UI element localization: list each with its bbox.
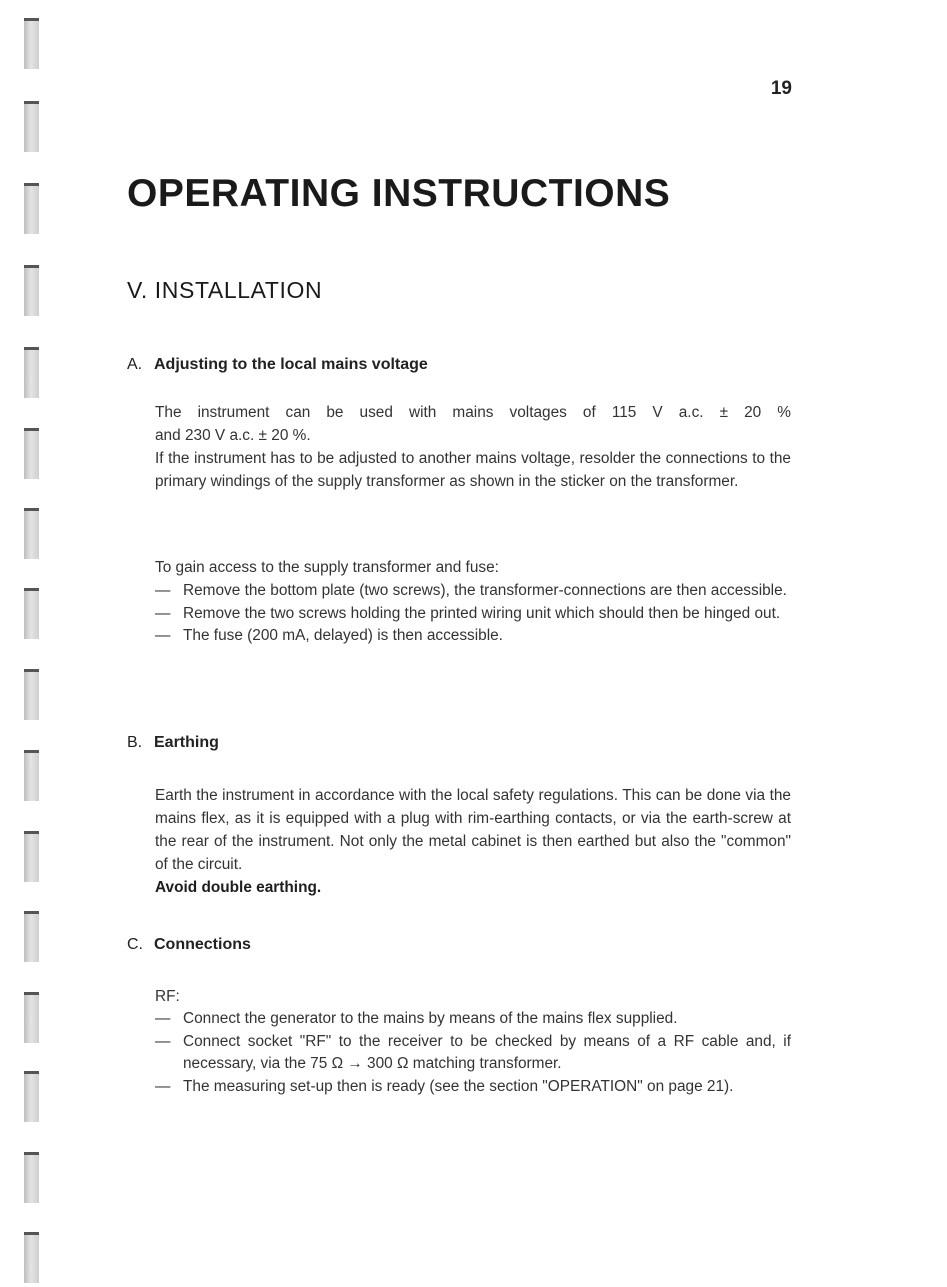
connection-step-1: Connect the generator to the mains by means of the mains flex supplied. <box>183 1010 678 1027</box>
section-a-letter: A. <box>127 356 143 373</box>
access-step-1: Remove the bottom plate (two screws), the transformer-connections are then accessible. <box>183 582 787 599</box>
section-a-heading <box>127 356 428 374</box>
list-item <box>155 1031 791 1076</box>
section-a-heading-text: Adjusting to the local mains voltage <box>154 356 428 373</box>
spiral-binding <box>24 0 40 1287</box>
binding-ring <box>24 911 39 962</box>
list-item <box>155 580 791 603</box>
binding-ring <box>24 347 39 398</box>
binding-ring <box>24 428 39 479</box>
binding-ring <box>24 508 39 559</box>
section-title: V. INSTALLATION <box>127 277 323 303</box>
binding-ring <box>24 588 39 639</box>
binding-ring <box>24 265 39 316</box>
binding-ring <box>24 183 39 234</box>
rf-label: RF: <box>155 988 180 1005</box>
connection-step-2: Connect socket "RF" to the receiver to be checked by means of a RF cable and, if necessary, via the 75 Ω → 300 Ω matching transformer. <box>183 1032 791 1072</box>
section-c-letter: C. <box>127 936 143 953</box>
dash-bullet: — <box>155 604 171 622</box>
list-item <box>155 1076 791 1099</box>
access-step-3: The fuse (200 mA, delayed) is then accessible. <box>183 627 503 644</box>
page-number: 19 <box>770 78 792 99</box>
dash-bullet: — <box>155 1077 171 1095</box>
list-item <box>155 1008 791 1031</box>
page-title: OPERATING INSTRUCTIONS <box>127 172 671 215</box>
mains-voltage-line-1: The instrument can be used with mains voltages of 115 V a.c. ± 20 % <box>155 404 791 421</box>
binding-ring <box>24 831 39 882</box>
binding-ring <box>24 1071 39 1122</box>
binding-ring <box>24 992 39 1043</box>
dash-bullet: — <box>155 1032 171 1050</box>
section-b-heading-text: Earthing <box>154 734 219 751</box>
section-b-heading <box>127 734 219 752</box>
mains-voltage-line-2: and 230 V a.c. ± 20 %. <box>155 427 311 444</box>
earthing-paragraph <box>155 784 791 899</box>
binding-ring <box>24 101 39 152</box>
earthing-text: Earth the instrument in accordance with the local safety regulations. This can be done via the mains flex, as it is equipped with a plug with rim-earthing contacts, or via the earth-screw at the rear of the instrument. Not only the metal cabinet is then earthed but also the "common" of the circuit. <box>155 787 791 873</box>
earthing-warning: Avoid double earthing. <box>155 879 322 896</box>
connection-step-3: The measuring set-up then is ready (see the section "OPERATION" on page 21). <box>183 1077 734 1095</box>
access-steps-list <box>155 580 791 648</box>
dash-bullet: — <box>155 1010 171 1027</box>
section-b-letter: B. <box>127 734 143 751</box>
dash-bullet: — <box>155 627 171 644</box>
mains-voltage-paragraph <box>155 401 791 493</box>
binding-ring <box>24 1152 39 1203</box>
binding-ring <box>24 669 39 720</box>
access-step-2: Remove the two screws holding the printed wiring unit which should then be hinged out. <box>183 604 781 622</box>
list-item <box>155 603 791 626</box>
list-item <box>155 625 791 648</box>
binding-ring <box>24 18 39 69</box>
binding-ring <box>24 750 39 801</box>
section-c-heading-text: Connections <box>154 936 251 953</box>
dash-bullet: — <box>155 582 171 599</box>
resolder-paragraph: If the instrument has to be adjusted to another mains voltage, resolder the connections to the primary windings of the supply transformer as shown in the sticker on the transformer. <box>155 450 791 490</box>
connection-steps-list <box>155 1008 791 1098</box>
section-c-heading <box>127 936 251 954</box>
access-intro: To gain access to the supply transformer and fuse: <box>155 559 499 576</box>
binding-ring <box>24 1232 39 1283</box>
